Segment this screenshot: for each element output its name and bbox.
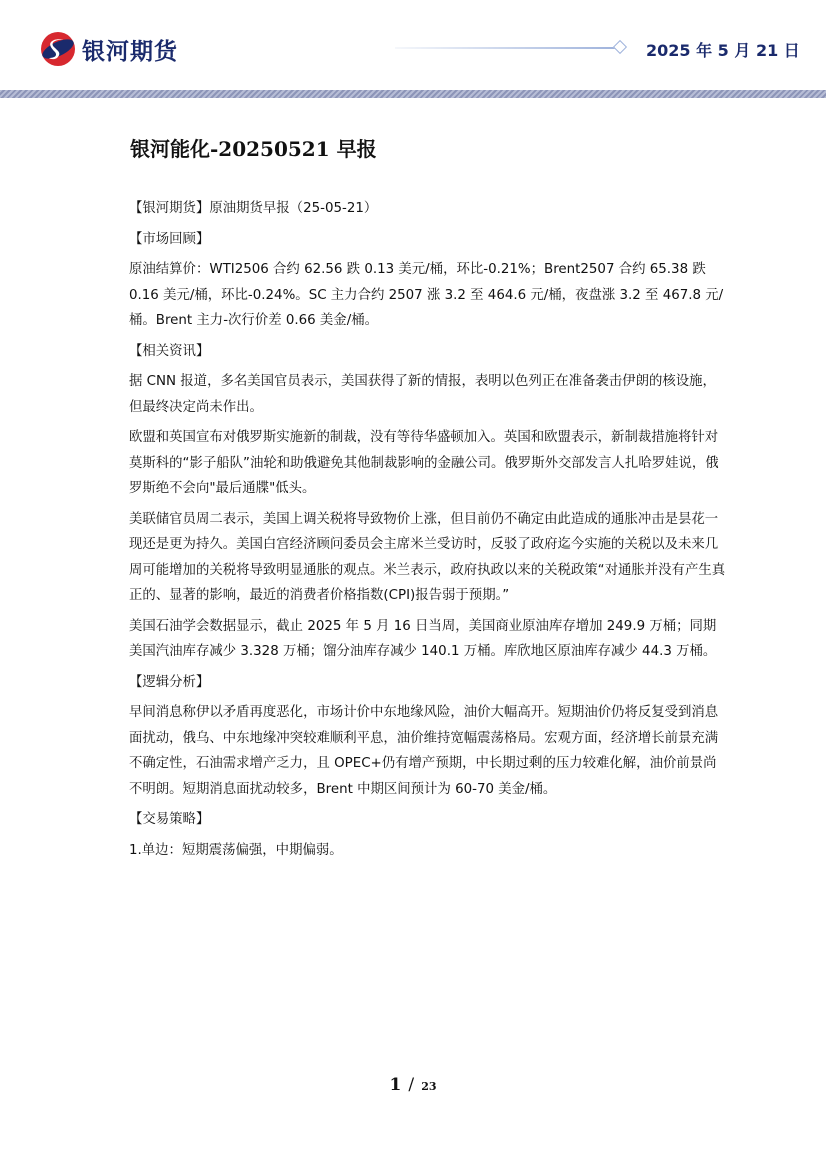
- page-total: 23: [421, 1080, 437, 1093]
- logic-analysis-paragraph: 早间消息称伊以矛盾再度恶化，市场计价中东地缘风险，油价大幅高开。短期油价仍将反复受到消息面扰动，俄乌、中东地缘冲突较难顺利平息，油价维持宽幅震荡格局。宏观方面，经济增长前景充满不确定性，石油需求增产乏力，且 OPEC+仍有增产预期，中长期过剩的压力较难化解，油价前景尚不明朗。短期消息面扰动较多，Brent 中期区间预计为 60-70 美金/桶。: [129, 705, 719, 797]
- brand-name: 银河期货: [82, 38, 178, 65]
- section-heading-trading-strategy: 【交易策略】: [129, 812, 210, 827]
- header-divider-line: [395, 47, 617, 49]
- report-source-line: 【银河期货】原油期货早报（25-05-21）: [129, 201, 378, 216]
- news-paragraph-cnn: 据 CNN 报道，多名美国官员表示，美国获得了新的情报，表明以色列正在准备袭击伊朗的核设施，但最终决定尚未作出。: [129, 374, 716, 415]
- header-band: [0, 90, 826, 98]
- page-separator: /: [408, 1075, 415, 1095]
- page-number: [0, 1075, 826, 1095]
- market-review-paragraph: 原油结算价：WTI2506 合约 62.56 跌 0.13 美元/桶，环比-0.21%；Brent2507 合约 65.38 跌 0.16 美元/桶，环比-0.24%。SC 主力合约 2507 涨 3.2 至 464.6 元/桶，夜盘涨 3.2 至 467.8 元/桶。Brent 主力-次行价差 0.66 美金/桶。: [129, 262, 724, 328]
- galaxy-futures-logo-icon: [40, 31, 76, 67]
- page-header: [0, 0, 826, 100]
- section-heading-related-news: 【相关资讯】: [129, 343, 210, 359]
- diamond-icon: [613, 40, 627, 54]
- news-paragraph-sanctions: 欧盟和英国宣布对俄罗斯实施新的制裁，没有等待华盛顿加入。英国和欧盟表示，新制裁措施将针对莫斯科的“影子船队”油轮和助俄避免其他制裁影响的金融公司。俄罗斯外交部发言人扎哈罗娃说，俄罗斯绝不会向"最后通牒"低头。: [129, 430, 719, 496]
- page-current: 1: [389, 1075, 402, 1095]
- news-paragraph-api-inventory: 美国石油学会数据显示，截止 2025 年 5 月 16 日当周，美国商业原油库存增加 249.9 万桶；同期美国汽油库存减少 3.328 万桶；馏分油库存减少 140.1 万桶。库欣地区原油库存减少 44.3 万桶。: [129, 618, 717, 659]
- document-body: [129, 196, 729, 868]
- brand-logo: [40, 31, 178, 67]
- news-paragraph-fed: 美联储官员周二表示，美国上调关税将导致物价上涨，但目前仍不确定由此造成的通胀冲击是昙花一现还是更为持久。美国白宫经济顾问委员会主席米兰受访时，反驳了政府迄今实施的关税以及未来几周可能增加的关税将导致明显通胀的观点。米兰表示，政府执政以来的关税政策“对通胀并没有产生真正的、显著的影响，最近的消费者价格指数(CPI)报告弱于预期。”: [129, 511, 726, 603]
- strategy-item-unilateral: 1.单边：短期震荡偏强，中期偏弱。: [129, 842, 343, 858]
- document-title: 银河能化-20250521 早报: [130, 137, 377, 161]
- section-heading-logic-analysis: 【逻辑分析】: [129, 674, 210, 690]
- report-date: 2025 年 5 月 21 日: [646, 41, 800, 60]
- section-heading-market-review: 【市场回顾】: [129, 231, 210, 247]
